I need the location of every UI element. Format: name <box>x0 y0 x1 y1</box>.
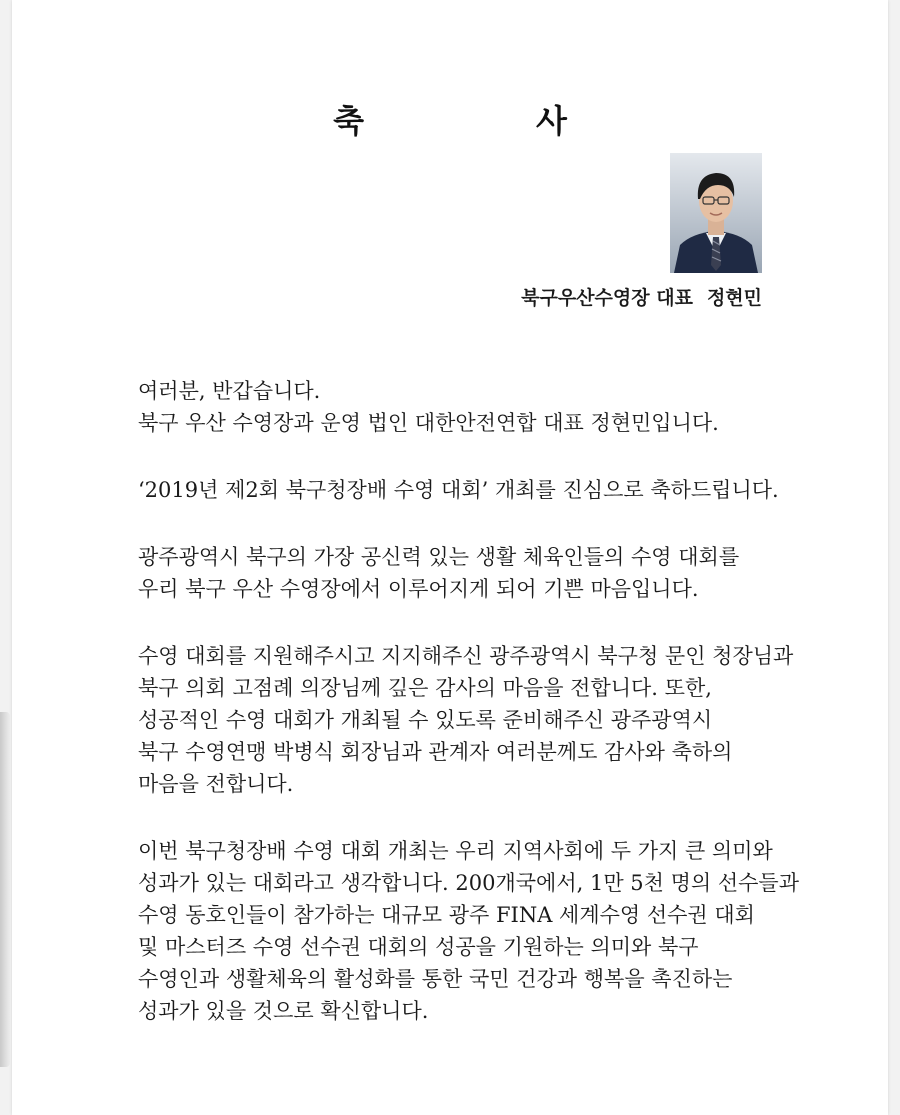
text-line: 수영인과 생활체육의 활성화를 통한 국민 건강과 행복을 촉진하는 <box>138 967 733 991</box>
text-line: 성과가 있을 것으로 확신합니다. <box>138 999 429 1023</box>
document-page <box>12 0 888 1115</box>
text-line: 성공적인 수영 대회가 개최될 수 있도록 준비해주신 광주광역시 <box>138 708 713 732</box>
text-line: 마음을 전합니다. <box>138 772 294 796</box>
text-line: 이번 북구청장배 수영 대회 개최는 우리 지역사회에 두 가지 큰 의미와 <box>138 839 773 863</box>
text-line: 우리 북구 우산 수영장에서 이루어지게 되어 기쁜 마음입니다. <box>138 577 699 601</box>
page-edge-shadow <box>0 712 10 1067</box>
text-line: 북구 의회 고점례 의장님께 깊은 감사의 마음을 전합니다. 또한, <box>138 676 712 700</box>
author-line <box>521 283 762 310</box>
document-body <box>138 375 799 1062</box>
paragraph <box>138 375 788 439</box>
text-line: 여러분, 반갑습니다. <box>138 379 321 403</box>
author-name: 정현민 <box>706 287 762 309</box>
text-line: 수영 동호인들이 참가하는 대규모 광주 FINA 세계수영 선수권 대회 <box>138 903 755 927</box>
paragraph <box>138 541 788 605</box>
author-organization: 북구우산수영장 대표 <box>521 287 693 309</box>
text-line: ‘2019년 제2회 북구청장배 수영 대회’ 개최를 진심으로 축하드립니다. <box>138 478 779 502</box>
document-title: 축 사 <box>333 102 637 140</box>
portrait-image <box>670 153 762 273</box>
text-line: 북구 수영연맹 박병식 회장님과 관계자 여러분께도 감사와 축하의 <box>138 740 733 764</box>
text-line: 및 마스터즈 수영 선수권 대회의 성공을 기원하는 의미와 북구 <box>138 935 699 959</box>
text-line: 수영 대회를 지원해주시고 지지해주신 광주광역시 북구청 문인 청장님과 <box>138 644 794 668</box>
text-line: 성과가 있는 대회라고 생각합니다. 200개국에서, 1만 5천 명의 선수들과 <box>138 871 799 895</box>
text-line: 북구 우산 수영장과 운영 법인 대한안전연합 대표 정현민입니다. <box>138 411 719 435</box>
paragraph <box>138 474 788 506</box>
text-line: 광주광역시 북구의 가장 공신력 있는 생활 체육인들의 수영 대회를 <box>138 545 740 569</box>
paragraph <box>138 835 799 1027</box>
author-photo <box>670 153 762 273</box>
paragraph <box>138 640 794 800</box>
